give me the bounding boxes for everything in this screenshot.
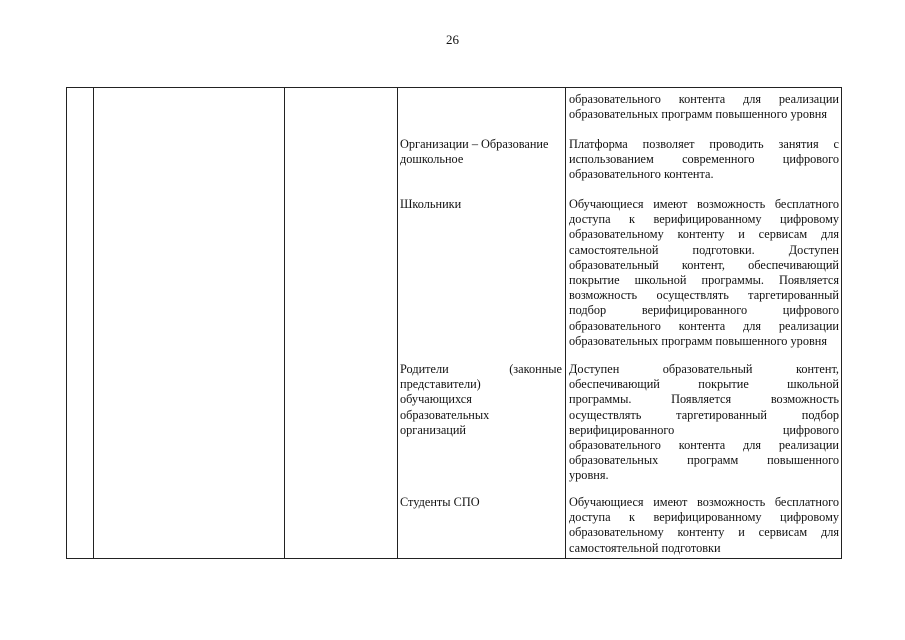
text-line: образовательного контента для реализации bbox=[569, 438, 839, 453]
text-line: образовательных программ повышенного bbox=[569, 453, 839, 468]
column-divider bbox=[93, 88, 94, 558]
text-line: образовательному контенту и сервисам для bbox=[569, 525, 839, 540]
text-line: возможность осуществлять таргетированный bbox=[569, 288, 839, 303]
row-description bbox=[569, 197, 839, 349]
text-line: образовательного контента. bbox=[569, 167, 714, 182]
text-line: Обучающиеся имеют возможность бесплатного bbox=[569, 197, 839, 211]
text-line: Доступен образовательный контент, bbox=[569, 362, 839, 376]
row-description bbox=[569, 137, 839, 183]
text-line: организаций bbox=[400, 422, 467, 437]
row-audience bbox=[400, 362, 562, 438]
text-line: осуществлять таргетированный подбор bbox=[569, 407, 839, 422]
text-line: верифицированного цифрового bbox=[569, 422, 839, 437]
column-divider bbox=[397, 88, 398, 558]
text-line: обучающихся bbox=[400, 392, 472, 407]
text-line: образовательного контента для реализации bbox=[569, 92, 839, 106]
column-divider bbox=[284, 88, 285, 558]
text-line: образовательных bbox=[400, 407, 490, 422]
text-line: доступа к верифицированному цифровому bbox=[569, 212, 839, 227]
text-line: Обучающиеся имеют возможность бесплатного bbox=[569, 495, 839, 509]
text-line: доступа к верифицированному цифровому bbox=[569, 510, 839, 525]
text-line: образовательных программ повышенного уровня bbox=[569, 333, 828, 348]
text-line: Школьники bbox=[400, 197, 462, 211]
row-audience bbox=[400, 197, 562, 212]
row-description bbox=[569, 362, 839, 484]
document-table bbox=[66, 87, 842, 559]
text-line: образовательный контент, обеспечивающий bbox=[569, 257, 839, 272]
text-line: представители) bbox=[400, 377, 481, 392]
row-audience bbox=[400, 495, 562, 510]
text-line: использованием современного цифрового bbox=[569, 152, 839, 167]
text-line: подбор верифицированного цифрового bbox=[569, 303, 839, 318]
row-description bbox=[569, 92, 839, 122]
text-line: Организации – Образование bbox=[400, 137, 549, 151]
page-number: 26 bbox=[446, 32, 459, 47]
text-line: покрытие школьной программы. Появляется bbox=[569, 273, 839, 288]
row-audience bbox=[400, 137, 562, 167]
text-line: Родители (законные bbox=[400, 362, 562, 376]
text-line: уровня. bbox=[569, 468, 609, 483]
text-line: самостоятельной подготовки. Доступен bbox=[569, 242, 839, 257]
text-line: обеспечивающий покрытие школьной bbox=[569, 377, 839, 392]
text-line: образовательного контента для реализации bbox=[569, 318, 839, 333]
text-line: Студенты СПО bbox=[400, 495, 480, 509]
row-description bbox=[569, 495, 839, 556]
text-line: программы. Появляется возможность bbox=[569, 392, 839, 407]
text-line: образовательному контенту и сервисам для bbox=[569, 227, 839, 242]
text-line: дошкольное bbox=[400, 152, 464, 167]
text-line: самостоятельной подготовки bbox=[569, 540, 721, 555]
column-divider bbox=[565, 88, 566, 558]
text-line: образовательных программ повышенного уровня bbox=[569, 107, 828, 122]
text-line: Платформа позволяет проводить занятия с bbox=[569, 137, 839, 151]
